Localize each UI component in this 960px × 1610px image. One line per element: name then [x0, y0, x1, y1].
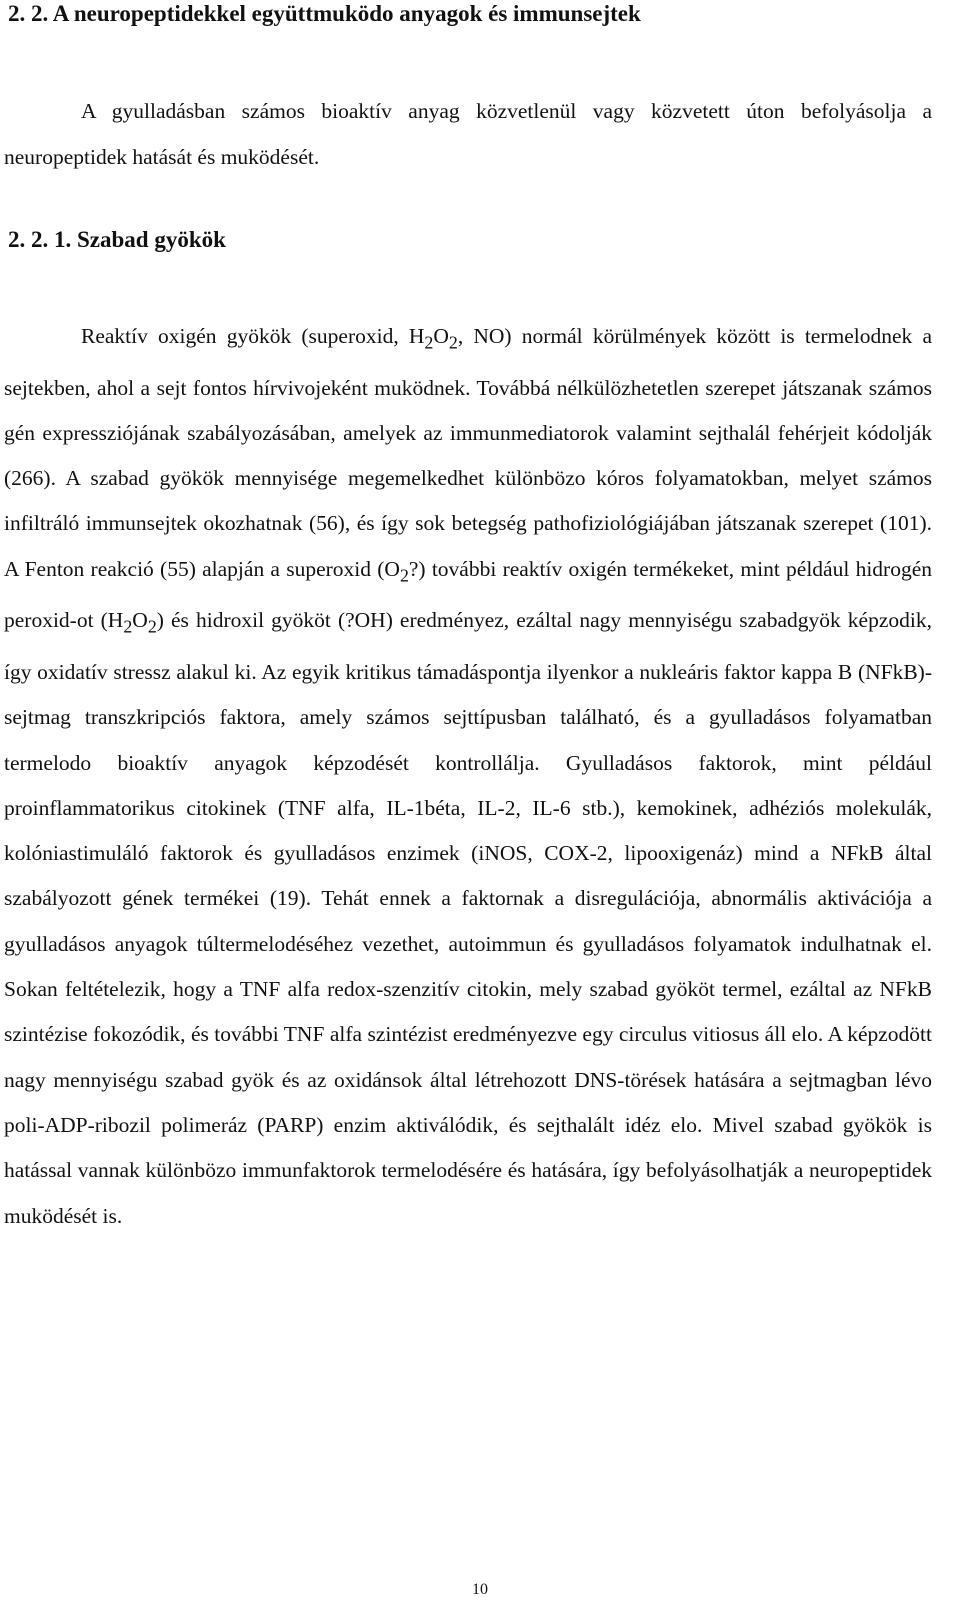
subscript: 2	[399, 565, 409, 586]
text-segment: ?) további reaktív oxigén termékeket, mint például hidrogén peroxid-ot (H	[4, 556, 932, 633]
main-paragraph	[4, 314, 932, 1239]
subsection-heading: 2. 2. 1. Szabad gyökök	[8, 227, 226, 252]
text-segment: O	[132, 608, 148, 633]
subscript: 2	[448, 332, 458, 353]
intro-paragraph: A gyulladásban számos bioaktív anyag közvetlenül vagy közvetett úton befolyásolja a neuropeptidek hatását és muködését.	[4, 99, 932, 169]
subscript: 2	[123, 616, 133, 637]
text-segment: O	[433, 324, 449, 348]
text-segment: ) és hidroxil gyököt (?OH) eredményez, ezáltal nagy mennyiségu szabadgyök képzodik, így oxidatív stressz alakul ki. Az egyik kritikus támadáspontja ilyenkor a nukleáris faktor kappa B (NFkB)- sejtmag transzkripciós faktora, amely számos sejttípusban található, és a gyulladásos folyamatban termelodo bioaktív anyagok képzodését kontrollálja. Gyulladásos faktorok, mint például proinflammatorikus citokinek (TNF alfa, IL-1béta, IL-2, IL-6 stb.), kemokinek, adhéziós molekulák, kolóniastimuláló faktorok és gyulladásos enzimek (iNOS, COX-2, lipooxigenáz) mind a NFkB által szabályozott gének termékei (19). Tehát ennek a faktornak a disregulációja, abnormális aktivációja a gyulladásos anyagok túltermelodéséhez vezethet, autoimmun és gyulladásos folyamatok indulhatnak el. Sokan feltételezik, hogy a TNF alfa redox-szenzitív citokin, mely szabad gyököt termel, ezáltal az NFkB szintézise fokozódik, és további TNF alfa szintézist eredményezve egy circulus vitiosus áll elo. A képzodött nagy mennyiségu szabad gyök és az oxidánsok által létrehozott DNS-törések hatására a sejtmagban lévo poli-ADP-ribozil polimeráz (PARP) enzim aktiválódik, és sejthalált idéz elo. Mivel szabad gyökök is hatással vannak különbözo immunfaktorok termelodésére és hatására, így befolyásolhatják a neuropeptidek muködését is.	[4, 608, 932, 1228]
page-number: 10	[472, 1581, 488, 1598]
section-heading: 2. 2. A neuropeptidekkel együttmuködo anyagok és immunsejtek	[8, 1, 641, 26]
subscript: 2	[424, 332, 434, 353]
text-segment: , NO) normál körülmények között is termelodnek a sejtekben, ahol a sejt fontos hírvivojeként muködnek. Továbbá nélkülözhetetlen szerepet játszanak számos gén expressziójának szabályozásában, amelyek az immunmediatorok valamint sejthalál fehérjeit kódolják (266). A szabad gyökök mennyisége megemelkedhet különbözo kóros folyamatokban, melyet számos infiltráló immunsejtek okozhatnak (56), és így sok betegség pathofiziológiájában játszanak szerepet (101). A Fenton reakció (55) alapján a superoxid (O	[4, 324, 932, 581]
subscript: 2	[147, 616, 157, 637]
text-segment: Reaktív oxigén gyökök (superoxid, H	[81, 324, 425, 348]
